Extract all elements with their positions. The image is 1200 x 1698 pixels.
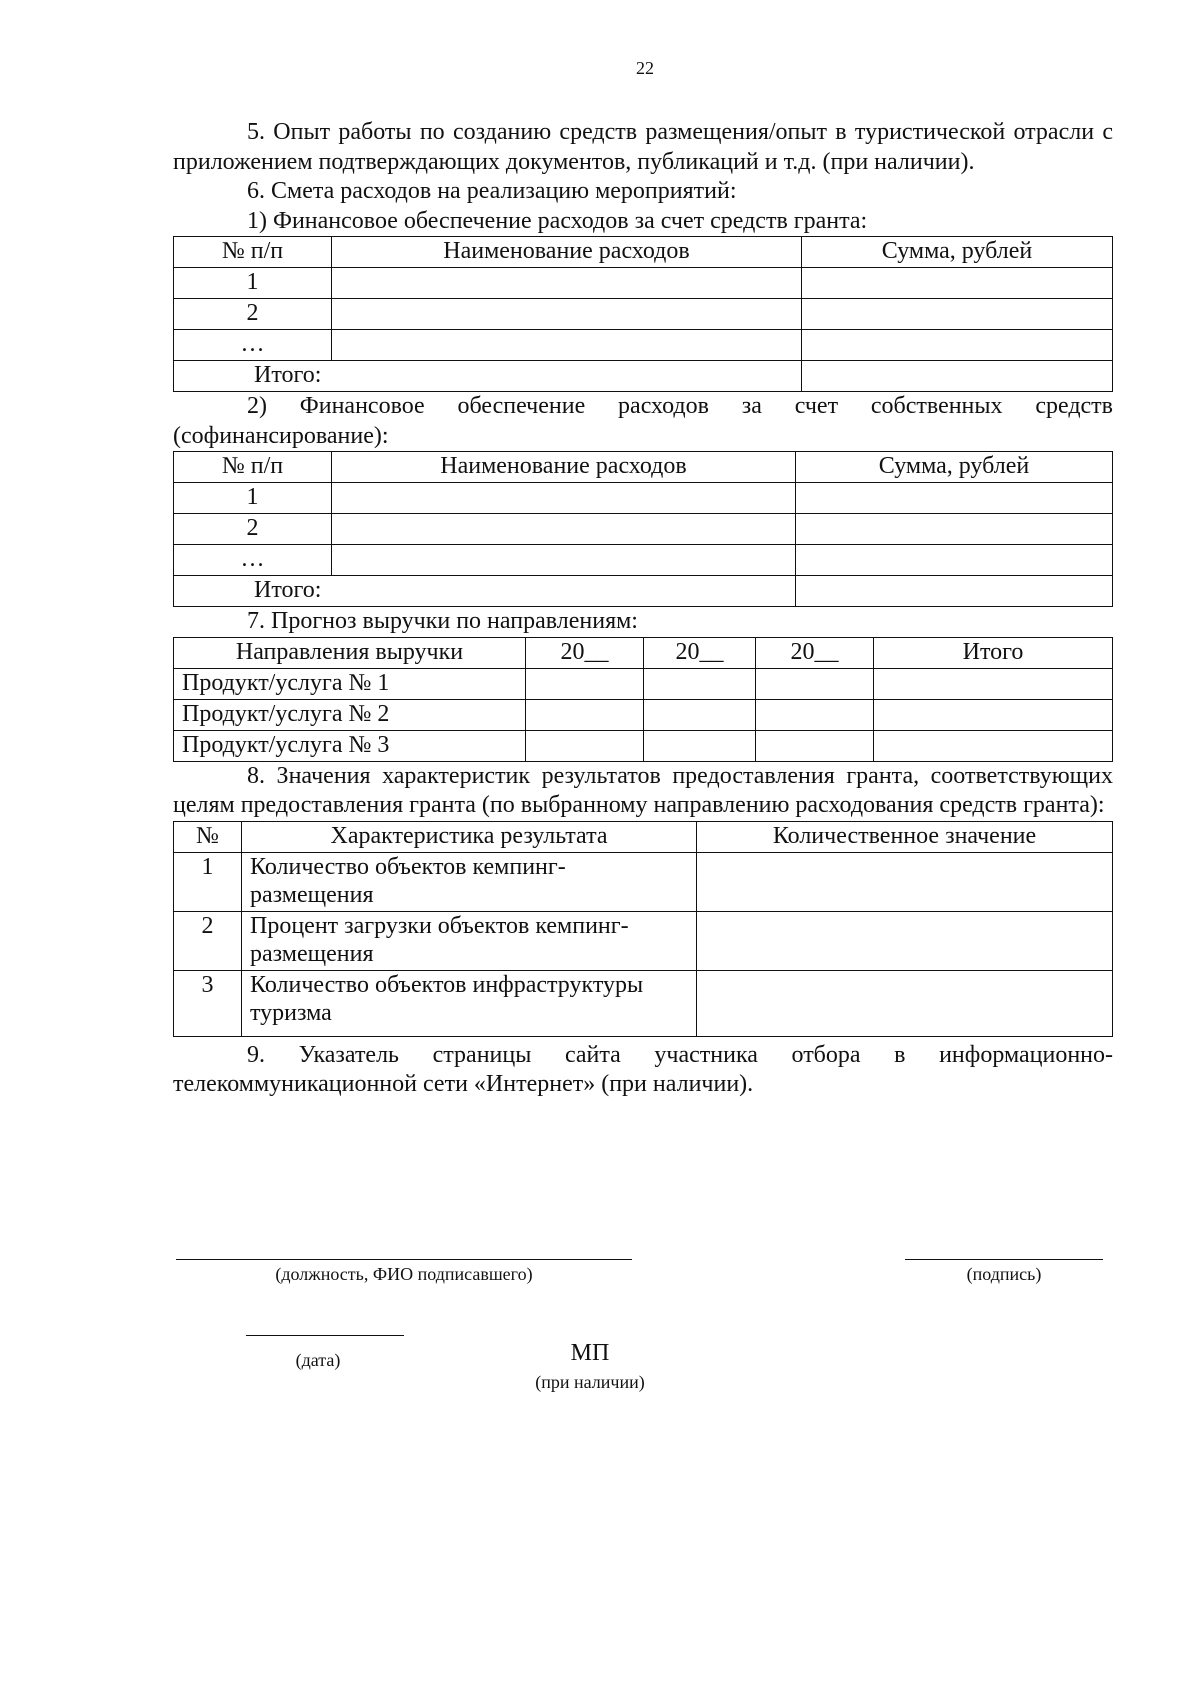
date-line (246, 1335, 404, 1336)
table-row (174, 299, 1113, 330)
total-label: Итого: (174, 361, 802, 392)
header-cell: Итого (874, 637, 1113, 668)
table-row (174, 699, 1113, 730)
table-row (174, 483, 1113, 514)
empty-cell (796, 576, 1113, 607)
empty-cell (796, 483, 1113, 514)
empty-cell (802, 299, 1113, 330)
empty-cell (332, 268, 802, 299)
cofinancing-expenses-table (173, 451, 1113, 607)
signature-line (905, 1259, 1103, 1260)
section-8-title: 8. Значения характеристик результатов предоставления гранта, соответствующих целям предоставления гранта (по выбранному направлению расходования средств гранта): (173, 762, 1113, 818)
empty-cell (644, 699, 756, 730)
total-row (174, 361, 1113, 392)
row-number: 1 (174, 268, 332, 299)
document-body (173, 118, 1113, 1100)
page-number: 22 (636, 58, 654, 78)
table-row (174, 668, 1113, 699)
section-7-title: 7. Прогноз выручки по направлениям: (247, 608, 638, 634)
table-row (174, 852, 1113, 911)
row-text: Количество объектов кемпинг-размещения (242, 852, 697, 911)
table-row (174, 514, 1113, 545)
header-cell: Сумма, рублей (796, 452, 1113, 483)
header-cell: 20__ (644, 637, 756, 668)
row-text: Количество объектов инфраструктуры туризма (242, 970, 697, 1036)
revenue-forecast-table (173, 637, 1113, 762)
table-header-row (174, 821, 1113, 852)
empty-cell (332, 545, 796, 576)
table-row (174, 970, 1113, 1036)
empty-cell (802, 330, 1113, 361)
empty-cell (874, 699, 1113, 730)
row-number: … (174, 330, 332, 361)
row-number: 2 (174, 911, 242, 970)
header-cell: № п/п (174, 452, 332, 483)
table-row (174, 330, 1113, 361)
header-cell: Наименование расходов (332, 452, 796, 483)
signature-caption: (подпись) (966, 1264, 1042, 1284)
header-cell: Характеристика результата (242, 821, 697, 852)
empty-cell (332, 483, 796, 514)
empty-cell (644, 730, 756, 761)
header-cell: Сумма, рублей (802, 237, 1113, 268)
empty-cell (332, 299, 802, 330)
table-header-row (174, 637, 1113, 668)
row-label: Продукт/услуга № 1 (174, 668, 526, 699)
empty-cell (644, 668, 756, 699)
empty-cell (796, 545, 1113, 576)
row-number: 1 (174, 852, 242, 911)
table-row (174, 911, 1113, 970)
row-number: 2 (174, 299, 332, 330)
stamp-label: МП (570, 1340, 610, 1366)
position-caption: (должность, ФИО подписавшего) (275, 1264, 533, 1284)
row-label: Продукт/услуга № 2 (174, 699, 526, 730)
total-row (174, 576, 1113, 607)
empty-cell (526, 699, 644, 730)
empty-cell (697, 970, 1113, 1036)
header-cell: Наименование расходов (332, 237, 802, 268)
position-signature-line (176, 1259, 632, 1260)
header-cell: Направления выручки (174, 637, 526, 668)
empty-cell (756, 730, 874, 761)
row-number: 2 (174, 514, 332, 545)
empty-cell (874, 730, 1113, 761)
header-cell: № (174, 821, 242, 852)
row-number: 1 (174, 483, 332, 514)
empty-cell (874, 668, 1113, 699)
empty-cell (526, 730, 644, 761)
date-caption: (дата) (295, 1350, 341, 1370)
section-9-text: 9. Указатель страницы сайта участника отбора в информационно-телекоммуникационной сети «Интернет» (при наличии). (173, 1041, 1113, 1097)
header-cell: Количественное значение (697, 821, 1113, 852)
row-number: … (174, 545, 332, 576)
empty-cell (802, 361, 1113, 392)
grant-expenses-table (173, 236, 1113, 392)
total-label: Итого: (174, 576, 796, 607)
table-row (174, 730, 1113, 761)
empty-cell (697, 911, 1113, 970)
empty-cell (802, 268, 1113, 299)
results-table (173, 821, 1113, 1037)
empty-cell (756, 699, 874, 730)
empty-cell (332, 514, 796, 545)
empty-cell (796, 514, 1113, 545)
section-6-sub1: 1) Финансовое обеспечение расходов за счет средств гранта: (247, 207, 868, 234)
section-6-sub2: 2) Финансовое обеспечение расходов за счет собственных средств (софинансирование): (173, 393, 1113, 449)
row-text: Процент загрузки объектов кемпинг-размещения (242, 911, 697, 970)
header-cell: 20__ (526, 637, 644, 668)
table-header-row (174, 452, 1113, 483)
table-row (174, 545, 1113, 576)
section-6-title: 6. Смета расходов на реализацию мероприятий: (247, 178, 737, 204)
table-header-row (174, 237, 1113, 268)
empty-cell (697, 852, 1113, 911)
section-5-text: 5. Опыт работы по созданию средств размещения/опыт в туристической отрасли с приложением подтверждающих документов, публикаций и т.д. (при наличии). (173, 119, 1113, 175)
header-cell: 20__ (756, 637, 874, 668)
header-cell: № п/п (174, 237, 332, 268)
table-row (174, 268, 1113, 299)
empty-cell (332, 330, 802, 361)
stamp-caption: (при наличии) (535, 1372, 645, 1392)
row-label: Продукт/услуга № 3 (174, 730, 526, 761)
row-number: 3 (174, 970, 242, 1036)
empty-cell (756, 668, 874, 699)
empty-cell (526, 668, 644, 699)
